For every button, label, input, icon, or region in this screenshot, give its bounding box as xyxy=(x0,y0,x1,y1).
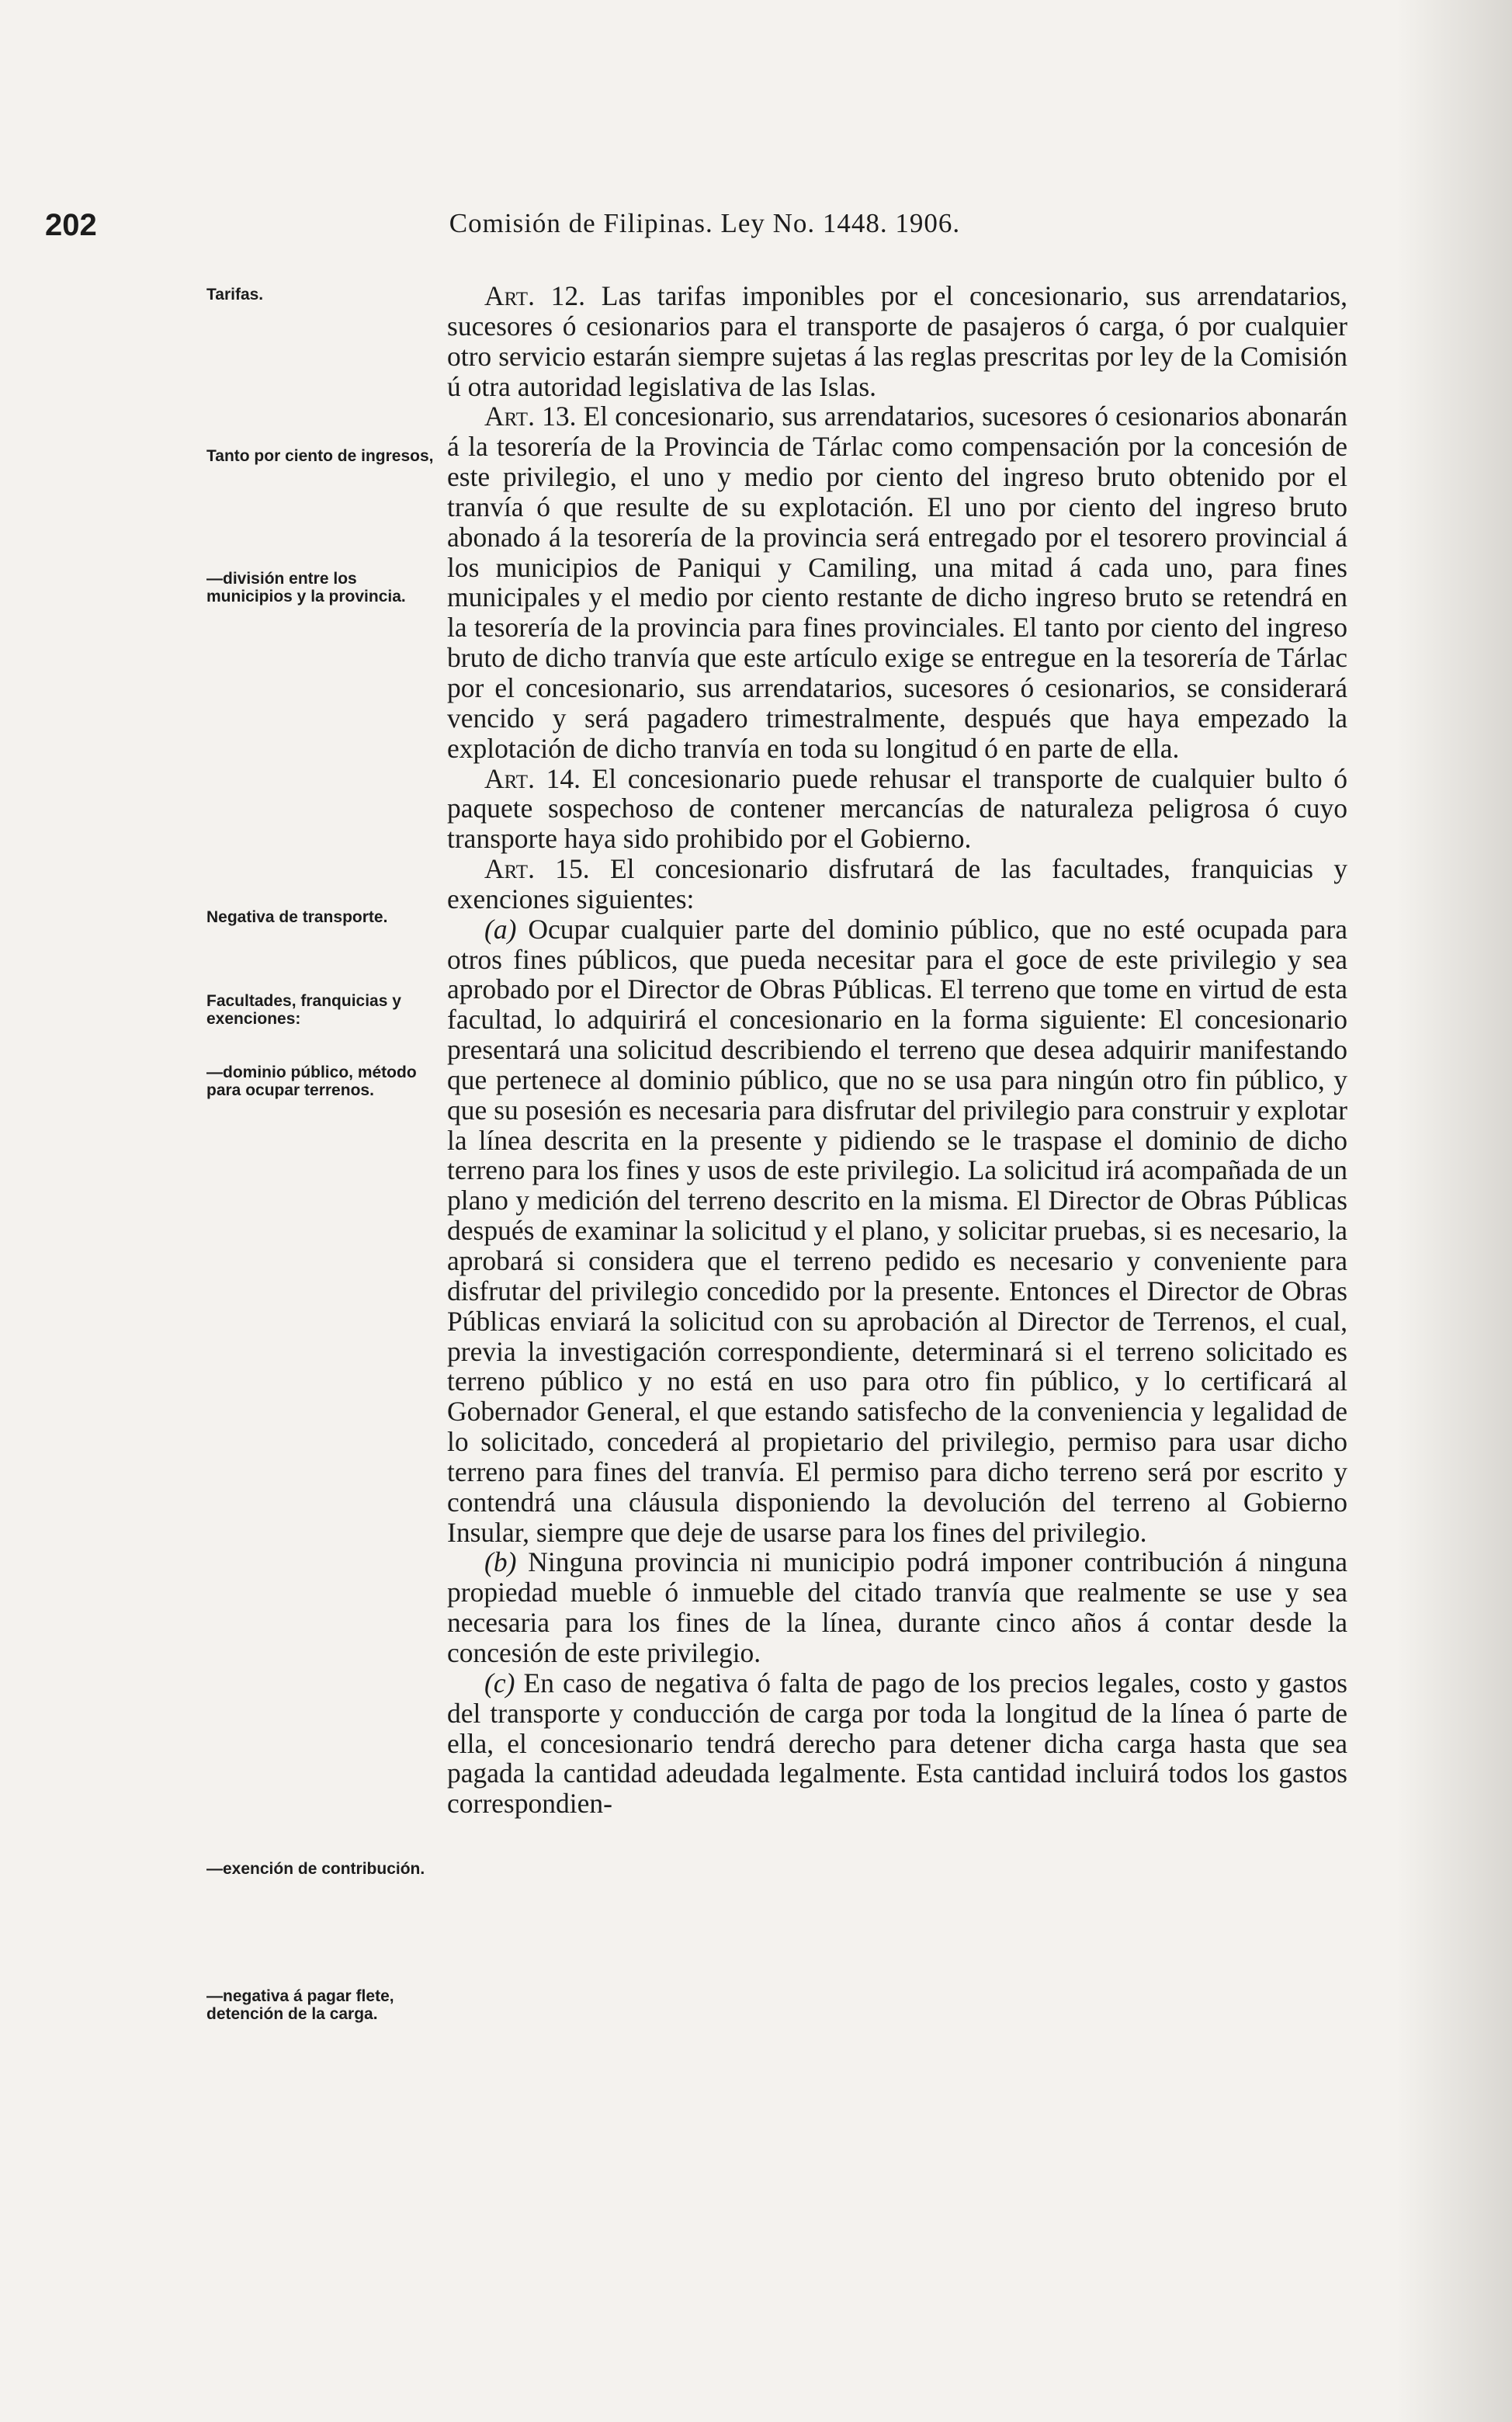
sidenote-tarifas: Tarifas. xyxy=(206,286,264,304)
article-12 xyxy=(447,281,1347,401)
article-14 xyxy=(447,764,1347,855)
item-marker: (c) xyxy=(484,1667,515,1699)
item-marker: (a) xyxy=(484,913,517,945)
running-title: Comisión de Filipinas. Ley No. 1448. 1906. xyxy=(449,208,961,238)
page-number: 202 xyxy=(45,208,97,242)
article-label: Art. 12. xyxy=(484,280,586,311)
sidenote-negativa-transporte: Negativa de transporte. xyxy=(206,908,388,926)
item-text: Ocupar cualquier parte del dominio público, que no esté ocupada para otros fines públicos, que pueda necesitar para el goce de este privilegio y sea aprobado por el Director de Obras Públicas. El terreno que tome en virtud de esta facultad, lo adquirirá el concesionario en la forma siguiente: El concesionario presentará una solicitud describiendo el terreno que desea adquirir manifestando que pertenece al dominio público, que no se usa para ningún otro fin público, y que su posesión es necesaria para disfrutar del privilegio para construir y explotar la línea descrita en la presente y pidiendo se le traspase el dominio de dicho terreno para los fines y usos de este privilegio. La solicitud irá acompañada de un plano y medición del terreno descrito en la misma. El Director de Obras Públicas después de examinar la solicitud y el plano, y solicitar pruebas, si es necesario, la aprobará si considera que el terreno pedido es necesario y conveniente para disfrutar del privilegio concedido por la presente. Entonces el Director de Obras Públicas enviará la solicitud con su aprobación al Director de Terrenos, el cual, previa la investigación correspondiente, determinará si el terreno solicitado es terreno público y no está en uso para otro fin público, y lo certificará al Gobernador General, el que estando satisfecho de la conveniencia y legalidad de lo solicitado, concederá al propietario del privilegio, permiso para usar dicho terreno para fines del tranvía. El permiso para dicho terreno será por escrito y contendrá una cláusula disponiendo la devolución del terreno al Gobierno Insular, siempre que deje de usarse para los fines del privilegio. xyxy=(447,913,1348,1548)
sidenote-facultades: Facultades, franquicias y exenciones: xyxy=(206,992,401,1028)
article-text: El concesionario disfrutará de las facultades, franquicias y exenciones siguientes: xyxy=(447,853,1347,914)
article-label: Art. 15. xyxy=(484,853,590,885)
sidenote-dominio-publico: —dominio público, método para ocupar terrenos. xyxy=(206,1064,417,1099)
article-15 xyxy=(447,854,1347,914)
article-15-item-c xyxy=(447,1668,1347,1819)
article-text: El concesionario, sus arrendatarios, sucesores ó cesionarios abonarán á la tesorería de la Provincia de Tárlac como compensación por la concesión de este privilegio, el uno y medio por ciento del ingreso bruto obtenido por el tranvía ó que resulte de su explotación. El uno por ciento del ingreso bruto abonado á la tesorería de la provincia será entregado por el tesorero provincial á los municipios de Paniqui y Camiling, una mitad á cada uno, para fines municipales y el medio por ciento restante de dicho ingreso bruto se retendrá en la tesorería de la provincia para fines provinciales. El tanto por ciento del ingreso bruto de dicho tranvía que este artículo exige se entregue en la tesorería de Tárlac por el concesionario, sus arrendatarios, sucesores ó cesionarios, se considerará vencido y será pagadero trimestralmente, después que haya empezado la explotación de dicho tranvía en toda su longitud ó en parte de ella. xyxy=(447,401,1347,764)
sidenote-division: —división entre los municipios y la provincia. xyxy=(206,570,406,606)
article-text: El concesionario puede rehusar el transporte de cualquier bulto ó paquete sospechoso de contener mercancías de naturaleza peligrosa ó cuyo transporte haya sido prohibido por el Gobierno. xyxy=(447,762,1347,855)
item-marker: (b) xyxy=(484,1546,517,1578)
article-13 xyxy=(447,401,1347,763)
sidenote-tanto-por-ciento: Tanto por ciento de ingresos, xyxy=(206,447,434,465)
page-edge-shadow xyxy=(1396,0,1512,2422)
article-text: Las tarifas imponibles por el concesionario, sus arrendatarios, sucesores ó cesionarios para el transporte de pasajeros ó carga, ó por cualquier otro servicio estarán siempre sujetas á las reglas prescritas por ley de la Comisión ú otra autoridad legislativa de las Islas. xyxy=(447,280,1347,402)
article-label: Art. 14. xyxy=(484,762,581,794)
article-15-item-a xyxy=(447,914,1347,1548)
article-15-item-b xyxy=(447,1547,1347,1667)
article-label: Art. 13. xyxy=(484,401,577,432)
sidenote-negativa-flete: —negativa á pagar flete, detención de la carga. xyxy=(206,1987,394,2023)
page-header xyxy=(45,208,1240,255)
item-text: Ninguna provincia ni municipio podrá imponer contribución á ninguna propiedad mueble ó inmueble del citado tranvía que realmente se use y sea necesaria para los fines de la línea, durante cinco años á contar desde la concesión de este privilegio. xyxy=(447,1546,1347,1668)
sidenote-exencion: —exención de contribución. xyxy=(206,1860,425,1878)
law-text-body xyxy=(447,281,1347,1819)
item-text: En caso de negativa ó falta de pago de los precios legales, costo y gastos del transporte y conducción de carga por toda la longitud de la línea ó parte de ella, el concesionario tendrá derecho para detener dicha carga hasta que sea pagada la cantidad adeudada legalmente. Esta cantidad incluirá todos los gastos correspondien- xyxy=(447,1667,1348,1820)
